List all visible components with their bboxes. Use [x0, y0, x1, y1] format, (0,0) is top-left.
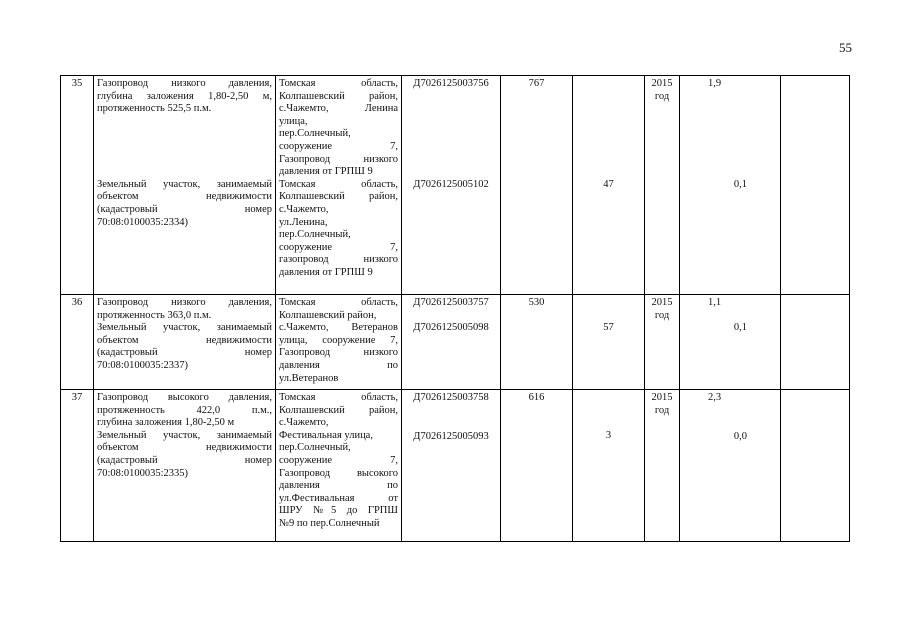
- object-value: 767: [528, 78, 545, 89]
- year-unit: год: [654, 404, 670, 416]
- year-cell: [645, 295, 680, 390]
- object-name-cell: [94, 76, 276, 295]
- object-amount: 1,9: [708, 78, 722, 89]
- cadastral-code-cell: [402, 390, 501, 542]
- year: 2015: [651, 78, 673, 89]
- land-plot-value: 47: [603, 179, 614, 190]
- empty-cell: [781, 295, 850, 390]
- object-value: 616: [528, 392, 545, 403]
- address-cell: [276, 390, 402, 542]
- cadastral-code-cell: [402, 295, 501, 390]
- object-name-cell: [94, 295, 276, 390]
- year-cell: [645, 390, 680, 542]
- year: 2015: [651, 392, 673, 403]
- year: 2015: [651, 297, 673, 308]
- land-value-cell: [573, 295, 645, 390]
- land-plot-code: Д7026125005102: [413, 178, 489, 190]
- object-address: Томская область, Колпашевский район, с.Чажемто, Ленина улица, пер.Солнечный, сооружение 7, Газопровод низкого давления от ГРПШ 9: [279, 78, 398, 178]
- land-plot-value: 57: [603, 322, 614, 333]
- year-cell: [645, 76, 680, 295]
- row-number: 37: [61, 390, 94, 542]
- value-cell: [501, 295, 573, 390]
- land-plot-code: Д7026125005093: [413, 430, 489, 442]
- empty-cell: [781, 390, 850, 542]
- object-code: Д7026125003756: [413, 78, 489, 89]
- object-amount: 1,1: [708, 297, 722, 308]
- object-address: Томская область, Колпашевский район, с.Чажемто, Ветеранов улица, сооружение 7, Газопровод низкого давления по ул.Ветеранов: [279, 297, 398, 384]
- land-plot-name: Земельный участок, занимаемый объектом недвижимости (кадастровый номер 70:08:0100035:2334): [97, 178, 272, 228]
- land-plot-address: Томская область, Колпашевский район, с.Чажемто, ул.Ленина, пер.Солнечный, сооружение 7, газопровод низкого давления от ГРПШ 9: [279, 178, 398, 278]
- land-plot-amount: 0,1: [733, 321, 747, 333]
- land-plot-code: Д7026125005098: [413, 321, 489, 333]
- address-cell: [276, 76, 402, 295]
- land-plot-value: 3: [605, 430, 612, 441]
- object-value: 530: [528, 297, 545, 308]
- object-name: Газопровод низкого давления, глубина заложения 1,80-2,50 м, протяженность 525,5 п.м.: [97, 78, 272, 115]
- object-code: Д7026125003758: [413, 392, 489, 403]
- amount-cell: [680, 390, 781, 542]
- land-plot-name: Земельный участок, занимаемый объектом недвижимости (кадастровый номер 70:08:0100035:2335): [97, 429, 272, 479]
- value-cell: [501, 76, 573, 295]
- address-cell: [276, 295, 402, 390]
- table-row: [61, 390, 850, 542]
- value-cell: [501, 390, 573, 542]
- land-plot-amount: 0,0: [733, 430, 747, 442]
- land-value-cell: [573, 390, 645, 542]
- land-plot-amount: 0,1: [733, 178, 747, 190]
- table-row: [61, 295, 850, 390]
- land-plot-name: Земельный участок, занимаемый объектом недвижимости (кадастровый номер 70:08:0100035:2337): [97, 322, 272, 371]
- property-register-table: [60, 75, 850, 542]
- year-unit: год: [654, 90, 670, 102]
- row-number: 35: [61, 76, 94, 295]
- object-name: Газопровод высокого давления, протяженность 422,0 п.м., глубина заложения 1,80-2,50 м: [97, 392, 272, 429]
- page-number: 55: [839, 40, 852, 55]
- object-address: Томская область, Колпашевский район, с.Чажемто, Фестивальная улица, пер.Солнечный, сооружение 7, Газопровод высокого давления по ул.Фестивальная от ШРУ №5 до ГРПШ №9 по пер.Солнечный: [279, 392, 398, 529]
- object-name: Газопровод низкого давления, протяженность 363,0 п.м.: [97, 297, 272, 321]
- amount-cell: [680, 295, 781, 390]
- land-value-cell: [573, 76, 645, 295]
- amount-cell: [680, 76, 781, 295]
- cadastral-code-cell: [402, 76, 501, 295]
- year-unit: год: [654, 309, 670, 321]
- table-row: [61, 76, 850, 295]
- object-code: Д7026125003757: [413, 297, 489, 308]
- empty-cell: [781, 76, 850, 295]
- object-amount: 2,3: [708, 392, 722, 403]
- object-name-cell: [94, 390, 276, 542]
- row-number: 36: [61, 295, 94, 390]
